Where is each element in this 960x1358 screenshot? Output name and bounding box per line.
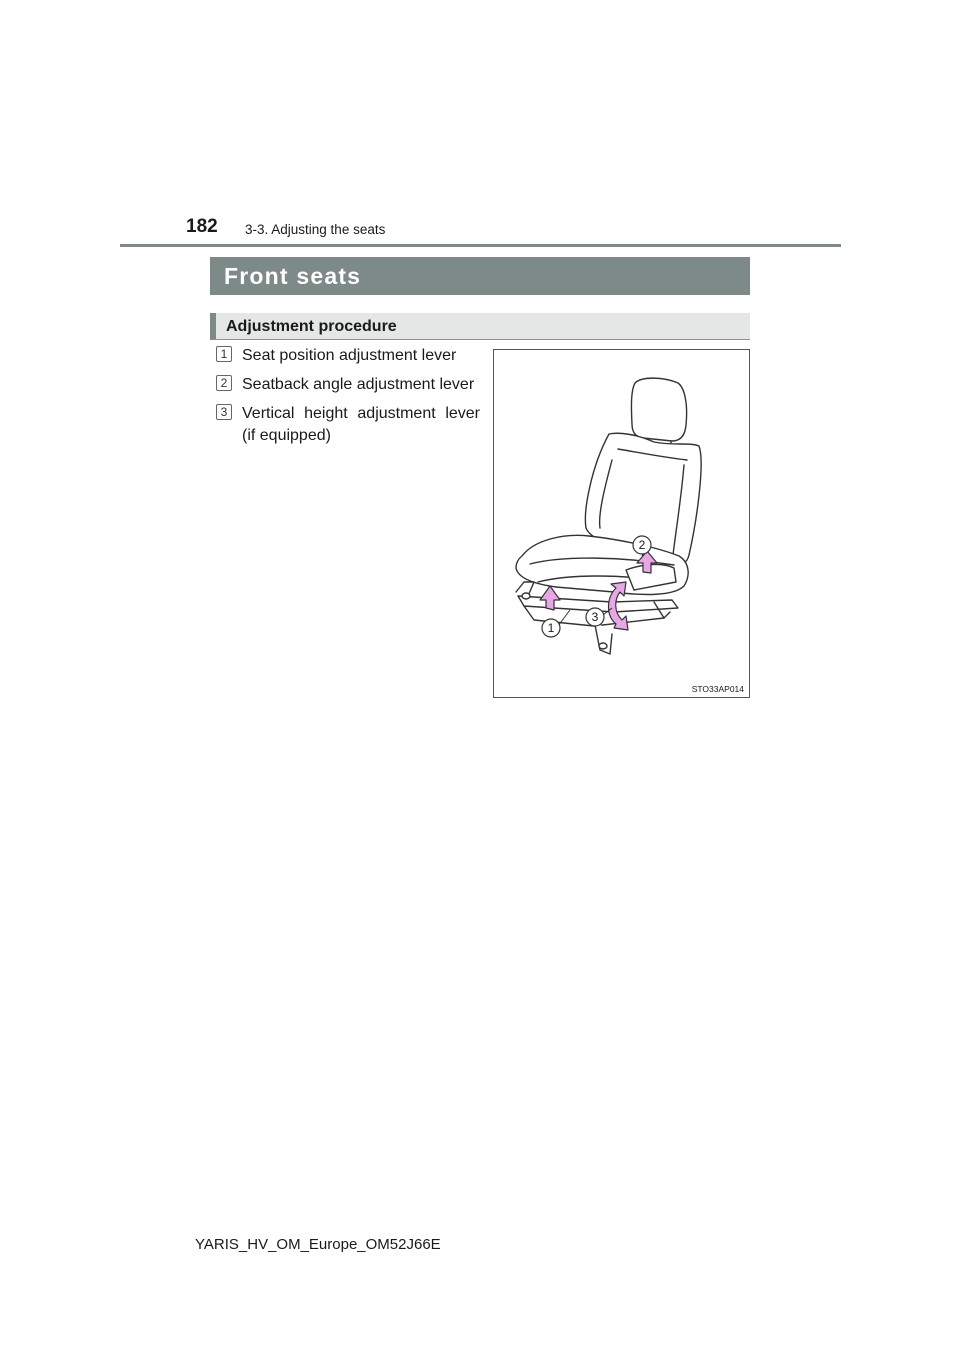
section-title: Front seats — [210, 257, 750, 295]
figure-code: STO33AP014 — [691, 684, 744, 694]
item-text: Seat position adjustment lever — [242, 347, 457, 364]
callout-3-label: 3 — [591, 610, 599, 624]
headrest-shape — [631, 378, 686, 441]
section-reference: 3-3. Adjusting the seats — [245, 222, 386, 237]
header-divider — [120, 244, 841, 247]
item-number-badge: 2 — [216, 375, 232, 391]
list-item — [216, 374, 480, 396]
item-text: Vertical height adjustment lever (if equipped) — [242, 405, 480, 444]
callout-1-label: 1 — [547, 621, 555, 635]
list-item — [216, 345, 480, 367]
adjustment-list — [216, 345, 480, 454]
seat-illustration — [493, 349, 750, 698]
seat-drawing — [494, 350, 749, 697]
callout-2-label: 2 — [638, 538, 646, 552]
list-item — [216, 403, 480, 447]
item-number-badge: 1 — [216, 346, 232, 362]
subsection-heading: Adjustment procedure — [210, 313, 750, 340]
page-number: 182 — [186, 216, 218, 237]
footer-model-code: YARIS_HV_OM_Europe_OM52J66E — [195, 1236, 441, 1253]
item-text: Seatback angle adjustment lever — [242, 376, 475, 393]
item-number-badge: 3 — [216, 404, 232, 420]
